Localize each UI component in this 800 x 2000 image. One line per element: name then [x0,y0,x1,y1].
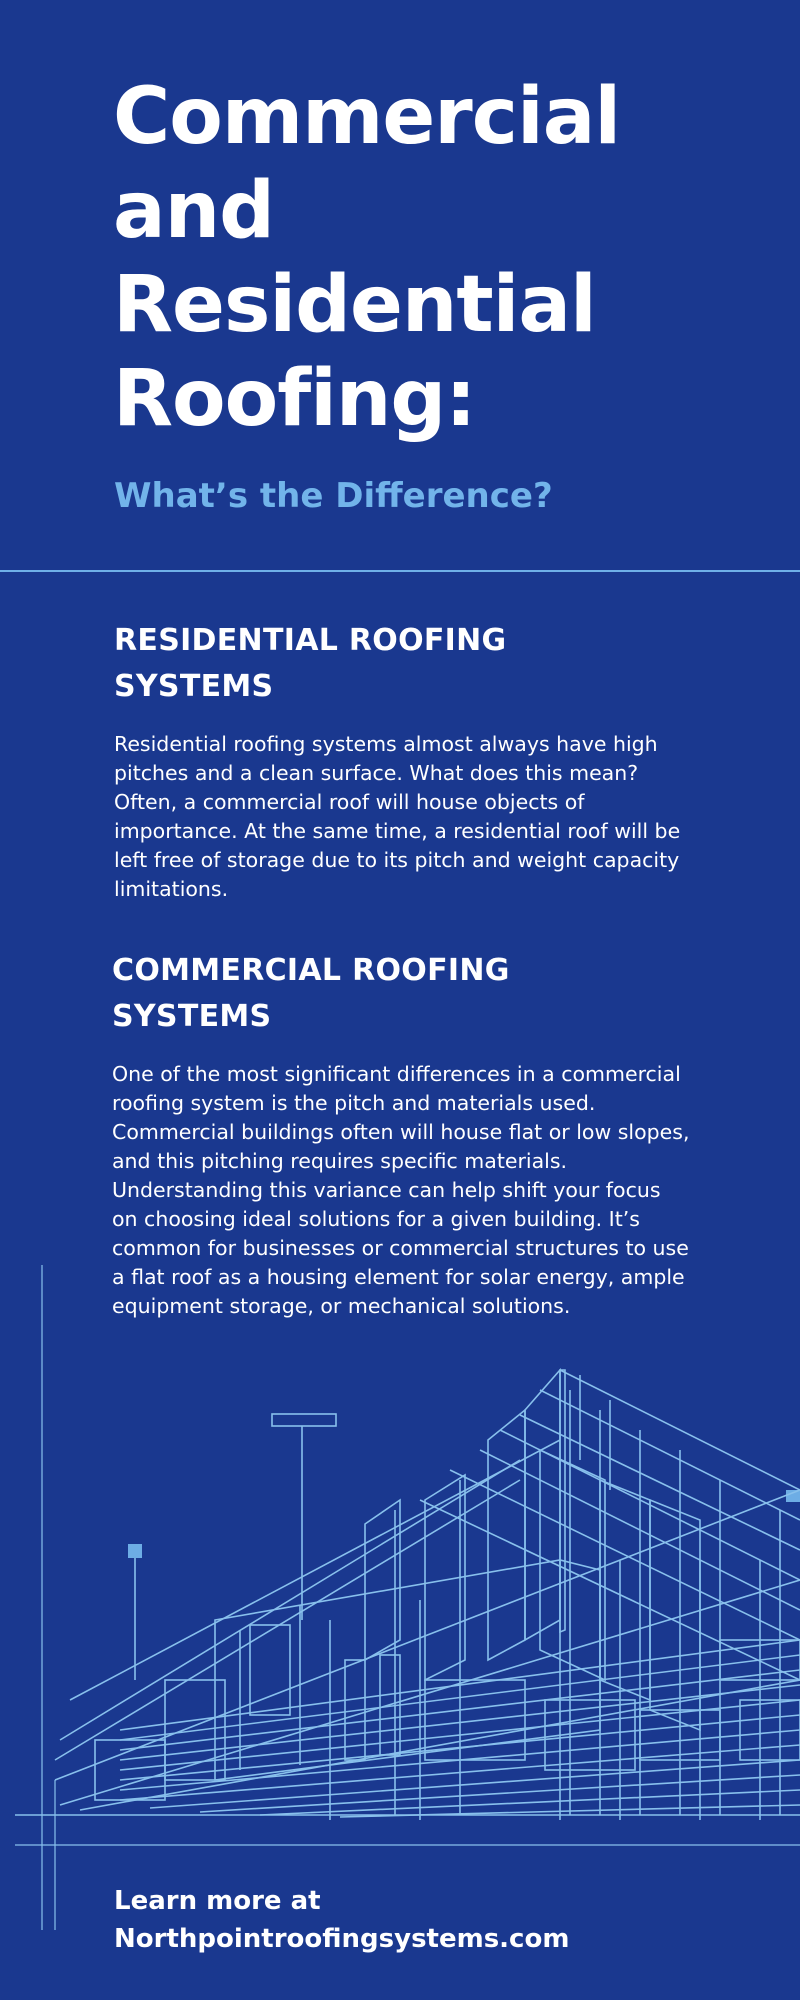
footer-cta [114,1882,569,1958]
page-subtitle: What’s the Difference? [114,476,553,516]
page-title [113,70,753,446]
heading-line: RESIDENTIAL ROOFING [114,623,507,658]
title-line: Residential [113,260,596,350]
building-wireframe-icon [0,1260,800,1940]
section-divider [0,570,800,572]
residential-heading [114,618,754,710]
heading-line: SYSTEMS [112,999,272,1034]
residential-body: Residential roofing systems almost always have high pitches and a clean surface. What does this mean? Often, a commercial roof will house objects of importance. At the same time, a residential roof will be left free of storage due to its pitch and weight capacity limitations. [114,732,681,901]
heading-line: SYSTEMS [114,669,274,704]
commercial-heading [112,948,752,1040]
website-link[interactable]: Northpointroofingsystems.com [114,1924,570,1954]
title-line: and [113,166,274,256]
commercial-body: One of the most significant differences in a commercial roofing system is the pitch and materials used. Commercial buildings often will house flat or low slopes, and this pitching requires specific materials. Understanding this variance can help shift your focus on choosing ideal solutions for a given building. It’s common for businesses or commercial structures to use a flat roof as a housing element for solar energy, ample equipment storage, or mechanical solutions. [112,1062,690,1318]
title-line: Roofing: [113,354,476,444]
footer-line: Learn more at [114,1886,321,1916]
heading-line: COMMERCIAL ROOFING [112,953,510,988]
title-line: Commercial [113,72,621,162]
